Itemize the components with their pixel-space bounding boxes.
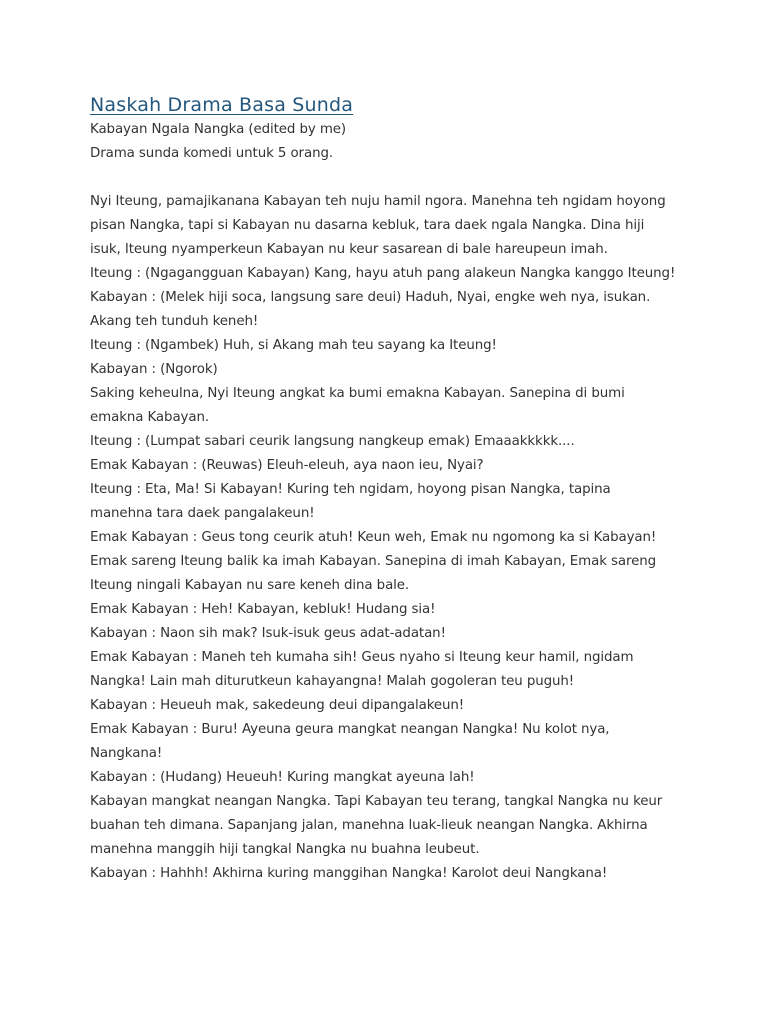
script-line: Iteung : (Ngagangguan Kabayan) Kang, hayu atuh pang alakeun Nangka kanggo Iteung! — [90, 266, 676, 281]
document-title: Naskah Drama Basa Sunda — [90, 94, 354, 116]
script-line: Akang teh tunduh keneh! — [90, 314, 259, 329]
script-line: isuk, Iteung nyamperkeun Kabayan nu keur sasarean di bale hareupeun imah. — [90, 242, 608, 257]
script-line: Emak sareng Iteung balik ka imah Kabayan. Sanepina di imah Kabayan, Emak sareng — [90, 554, 657, 569]
script-line: Saking keheulna, Nyi Iteung angkat ka bumi emakna Kabayan. Sanepina di bumi — [90, 386, 625, 401]
script-line: Nangkana! — [90, 746, 163, 761]
subtitle-block — [90, 118, 690, 166]
script-line: Kabayan : Hahhh! Akhirna kuring manggihan Nangka! Karolot deui Nangkana! — [90, 866, 608, 881]
script-line: emakna Kabayan. — [90, 410, 210, 425]
script-body — [90, 190, 690, 886]
script-line: Emak Kabayan : Heh! Kabayan, kebluk! Hudang sia! — [90, 602, 436, 617]
script-line: Emak Kabayan : Maneh teh kumaha sih! Geus nyaho si Iteung keur hamil, ngidam — [90, 650, 634, 665]
script-line: Nyi Iteung, pamajikanana Kabayan teh nuju hamil ngora. Manehna teh ngidam hoyong — [90, 194, 666, 209]
script-line: Kabayan : (Ngorok) — [90, 362, 218, 377]
script-line: manehna manggih hiji tangkal Nangka nu buahna leubeut. — [90, 842, 480, 857]
script-line: Kabayan mangkat neangan Nangka. Tapi Kabayan teu terang, tangkal Nangka nu keur — [90, 794, 663, 809]
script-line: Iteung : Eta, Ma! Si Kabayan! Kuring teh ngidam, hoyong pisan Nangka, tapina — [90, 482, 611, 497]
script-line: Iteung : (Lumpat sabari ceurik langsung nangkeup emak) Emaaakkkkk.... — [90, 434, 575, 449]
blank-line — [90, 166, 690, 190]
script-line: Emak Kabayan : (Reuwas) Eleuh-eleuh, aya naon ieu, Nyai? — [90, 458, 484, 473]
script-line: Kabayan : Naon sih mak? Isuk-isuk geus adat-adatan! — [90, 626, 446, 641]
script-line: Emak Kabayan : Geus tong ceurik atuh! Keun weh, Emak nu ngomong ka si Kabayan! — [90, 530, 657, 545]
script-line: Kabayan : (Melek hiji soca, langsung sare deui) Haduh, Nyai, engke weh nya, isukan. — [90, 290, 651, 305]
script-line: Kabayan : (Hudang) Heueuh! Kuring mangkat ayeuna lah! — [90, 770, 475, 785]
script-line: manehna tara daek pangalakeun! — [90, 506, 315, 521]
script-line: Iteung : (Ngambek) Huh, si Akang mah teu sayang ka Iteung! — [90, 338, 497, 353]
script-line: Emak Kabayan : Buru! Ayeuna geura mangkat neangan Nangka! Nu kolot nya, — [90, 722, 610, 737]
script-line: Iteung ningali Kabayan nu sare keneh dina bale. — [90, 578, 410, 593]
subtitle-line: Kabayan Ngala Nangka (edited by me) — [90, 122, 347, 137]
script-line: pisan Nangka, tapi si Kabayan nu dasarna kebluk, tara daek ngala Nangka. Dina hiji — [90, 218, 645, 233]
script-line: Kabayan : Heueuh mak, sakedeung deui dipangalakeun! — [90, 698, 465, 713]
script-line: buahan teh dimana. Sapanjang jalan, manehna luak-lieuk neangan Nangka. Akhirna — [90, 818, 648, 833]
document-page — [90, 92, 690, 886]
subtitle-line: Drama sunda komedi untuk 5 orang. — [90, 146, 334, 161]
script-line: Nangka! Lain mah diturutkeun kahayangna! Malah gogoleran teu puguh! — [90, 674, 575, 689]
